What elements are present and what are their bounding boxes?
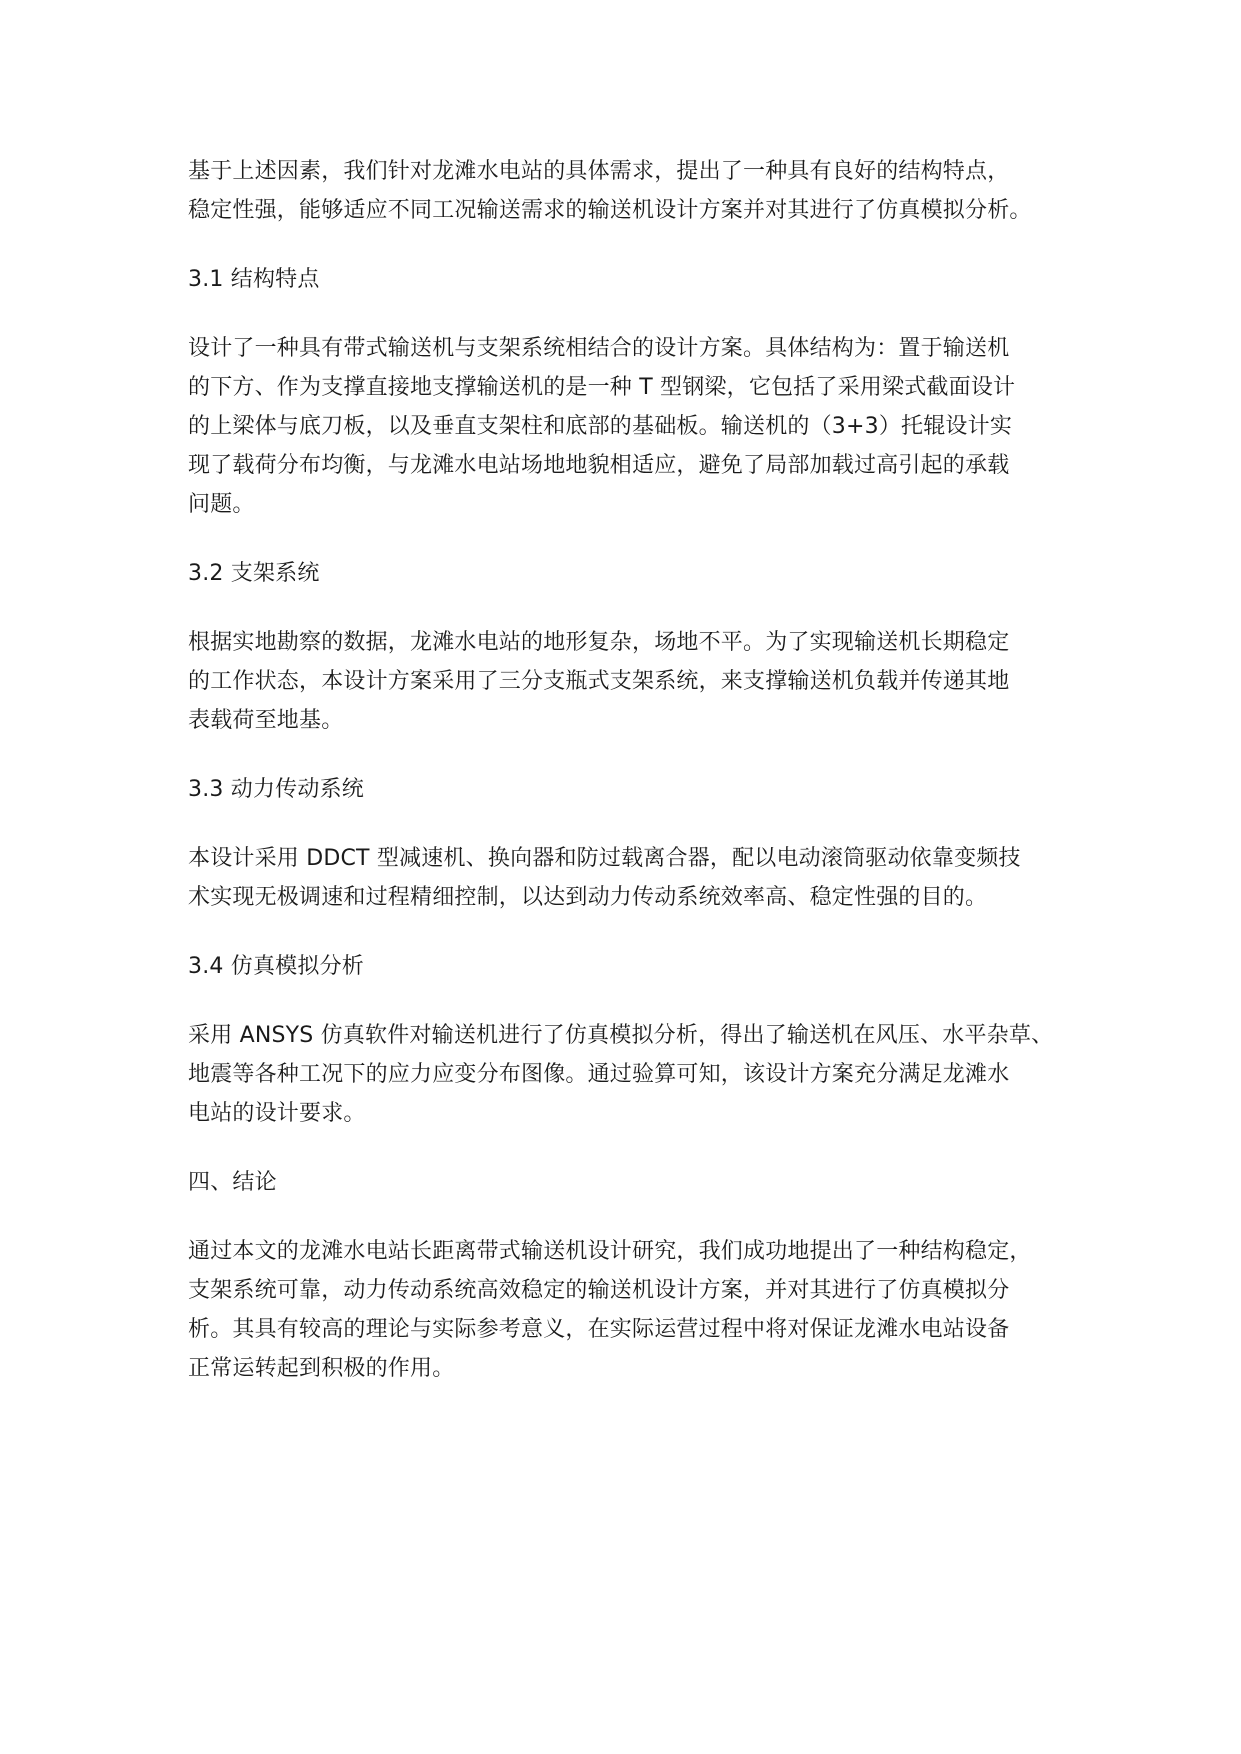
section-4-paragraph [188, 1232, 1088, 1388]
section-heading-4 [188, 1163, 1088, 1202]
text-line: 问题。 [188, 492, 255, 517]
heading-text: 3.3 动力传动系统 [188, 777, 364, 802]
section-3-2-paragraph [188, 623, 1088, 740]
text-line: 的下方、作为支撑直接地支撑输送机的是一种 T 型钢梁，它包括了采用梁式截面设计 [188, 375, 1016, 400]
section-heading-3-4 [188, 947, 1088, 986]
text-line: 正常运转起到积极的作用。 [188, 1356, 455, 1381]
heading-text: 3.2 支架系统 [188, 561, 320, 586]
text-line: 术实现无极调速和过程精细控制，以达到动力传动系统效率高、稳定性强的目的。 [188, 885, 988, 910]
section-3-1-paragraph [188, 329, 1088, 524]
heading-text: 3.1 结构特点 [188, 267, 320, 292]
heading-text: 3.4 仿真模拟分析 [188, 954, 364, 979]
section-heading-3-2 [188, 554, 1088, 593]
text-line: 采用 ANSYS 仿真软件对输送机进行了仿真模拟分析，得出了输送机在风压、水平杂草、 [188, 1023, 1054, 1048]
text-line: 根据实地勘察的数据，龙滩水电站的地形复杂，场地不平。为了实现输送机长期稳定 [188, 630, 1010, 655]
text-line: 支架系统可靠，动力传动系统高效稳定的输送机设计方案，并对其进行了仿真模拟分 [188, 1278, 1010, 1303]
text-line: 电站的设计要求。 [188, 1101, 366, 1126]
text-line: 表载荷至地基。 [188, 708, 344, 733]
text-line: 析。其具有较高的理论与实际参考意义，在实际运营过程中将对保证龙滩水电站设备 [188, 1317, 1010, 1342]
section-3-4-paragraph [188, 1016, 1088, 1133]
text-line: 地震等各种工况下的应力应变分布图像。通过验算可知，该设计方案充分满足龙滩水 [188, 1062, 1010, 1087]
text-line: 设计了一种具有带式输送机与支架系统相结合的设计方案。具体结构为：置于输送机 [188, 336, 1010, 361]
section-heading-3-3 [188, 770, 1088, 809]
heading-text: 四、结论 [188, 1170, 277, 1195]
section-3-3-paragraph [188, 839, 1088, 917]
text-line: 稳定性强，能够适应不同工况输送需求的输送机设计方案并对其进行了仿真模拟分析。 [188, 198, 1032, 223]
text-line: 基于上述因素，我们针对龙滩水电站的具体需求，提出了一种具有良好的结构特点， [188, 159, 1010, 184]
text-line: 的工作状态，本设计方案采用了三分支瓶式支架系统，来支撑输送机负载并传递其地 [188, 669, 1010, 694]
text-line: 现了载荷分布均衡，与龙滩水电站场地地貌相适应，避免了局部加载过高引起的承载 [188, 453, 1010, 478]
intro-paragraph [188, 152, 1088, 230]
document-body [188, 152, 1088, 1418]
section-heading-3-1 [188, 260, 1088, 299]
text-line: 的上梁体与底刀板，以及垂直支架柱和底部的基础板。输送机的（3+3）托辊设计实 [188, 414, 1013, 439]
text-line: 本设计采用 DDCT 型减速机、换向器和防过载离合器，配以电动滚筒驱动依靠变频技 [188, 846, 1021, 871]
text-line: 通过本文的龙滩水电站长距离带式输送机设计研究，我们成功地提出了一种结构稳定， [188, 1239, 1032, 1264]
